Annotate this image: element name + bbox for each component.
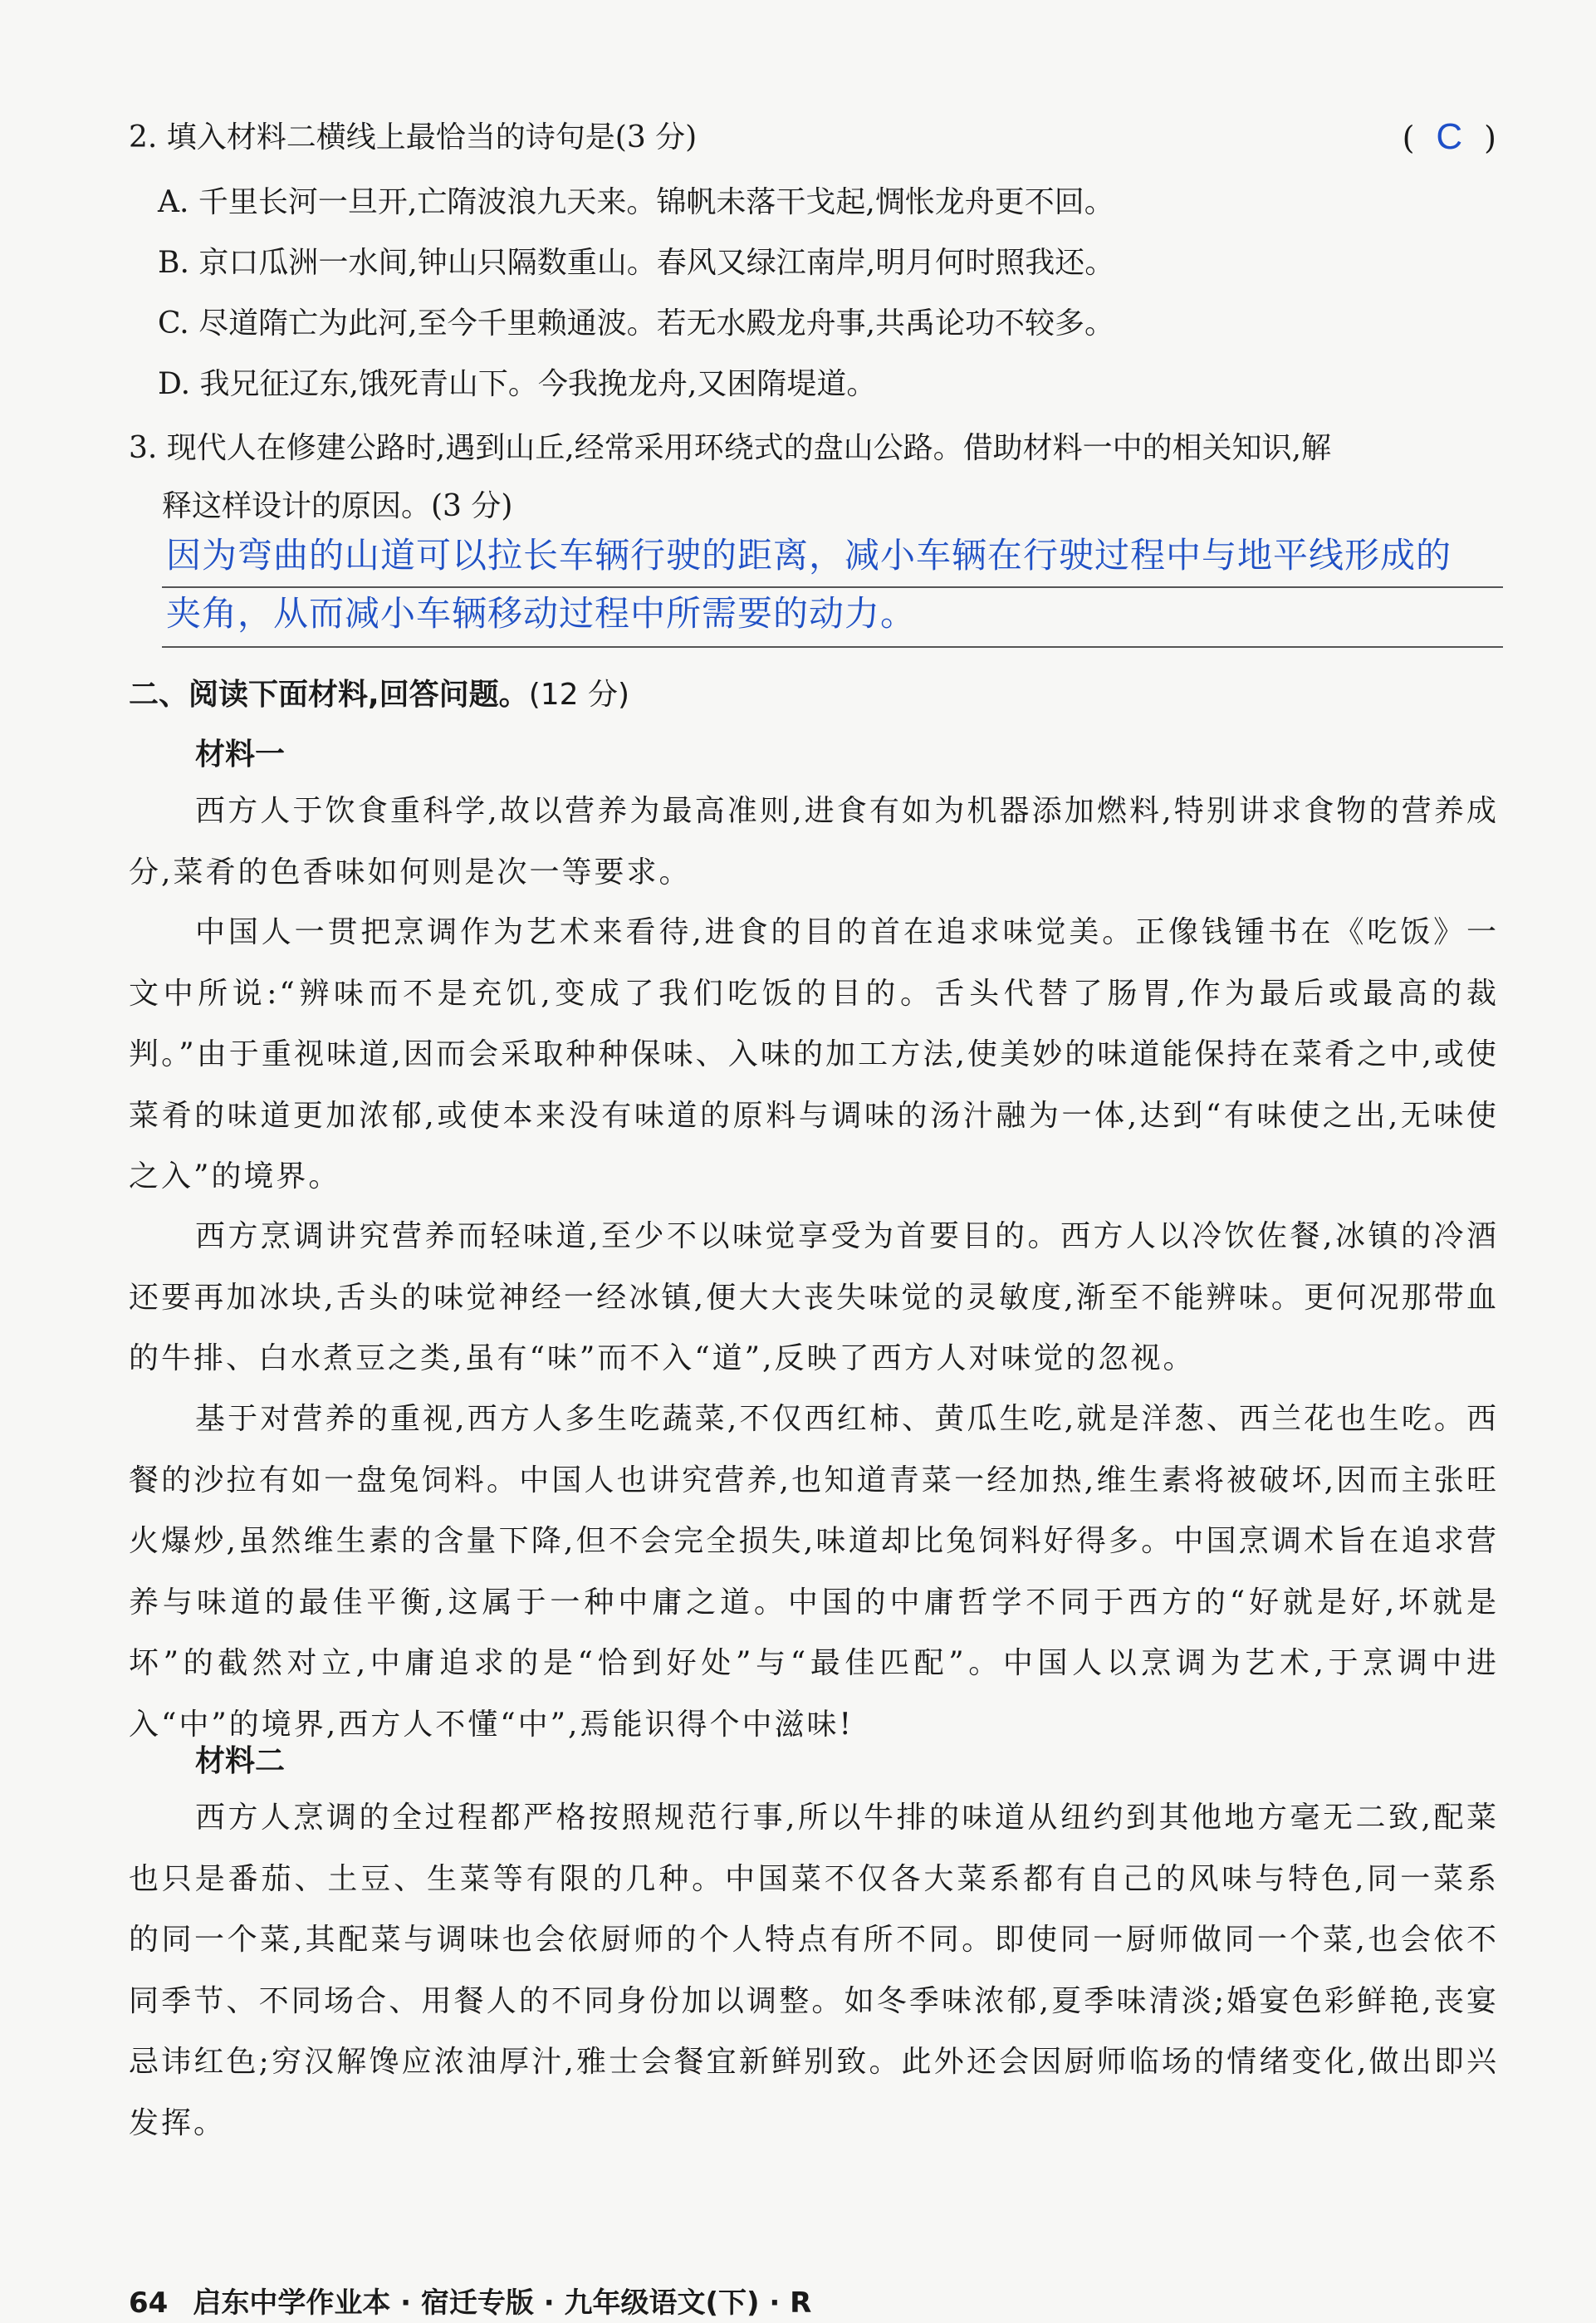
handwritten-answer-line1: 因为弯曲的山道可以拉长车辆行驶的距离，减小车辆在行驶过程中与地平线形成的 <box>166 535 1452 576</box>
material-1-paragraph-4: 基于对营养的重视,西方人多生吃蔬菜,不仅西红柿、黄瓜生吃,就是洋葱、西兰花也生吃。西餐的沙拉有如一盘兔饲料。中国人也讲究营养,也知道青菜一经加热,维生素将被破坏,因而主张旺火爆炒,虽然维生素的含量下降,但不会完全损失,味道却比兔饲料好得多。中国烹调术旨在追求营养与味道的最佳平衡,这属于一种中庸之道。中国的中庸哲学不同于西方的“好就是好,坏就是坏”的截然对立,中庸追求的是“恰到好处”与“最佳匹配”。中国人以烹调为艺术,于烹调中进入“中”的境界,西方人不懂“中”,焉能识得个中滋味! <box>129 1402 1499 1742</box>
bracket-close: ) <box>1484 120 1496 156</box>
answer-bracket <box>1403 116 1496 158</box>
page-footer <box>129 2280 811 2321</box>
option-c: C. 尽道隋亡为此河,至今千里赖通波。若无水殿龙舟事,共禹论功不较多。 <box>158 306 1115 341</box>
material-2-title: 材料二 <box>195 1744 286 1778</box>
section-2-heading <box>129 671 629 713</box>
answer-rule-2 <box>162 646 1503 648</box>
material-1-paragraph-1: 西方人于饮食重科学,故以营养为最高准则,进食有如为机器添加燃料,特别讲求食物的营养成分,菜肴的色香味如何则是次一等要求。 <box>129 794 1499 890</box>
book-title: 启东中学作业本 · 宿迁专版 · 九年级语文(下) · R <box>193 2286 812 2320</box>
question-3-text-1: 3. 现代人在修建公路时,遇到山丘,经常采用环绕式的盘山公路。借助材料一中的相关知识,解 <box>129 431 1332 465</box>
material-2-paragraph-1: 西方人烹调的全过程都严格按照规范行事,所以牛排的味道从纽约到其他地方毫无二致,配菜也只是番茄、土豆、生菜等有限的几种。中国菜不仅各大菜系都有自己的风味与特色,同一菜系的同一个菜,其配菜与调味也会依厨师的个人特点有所不同。即使同一厨师做同一个菜,也会依不同季节、不同场合、用餐人的不同身份加以调整。如冬季味浓郁,夏季味清淡;婚宴色彩鲜艳,丧宴忌讳红色;穷汉解馋应浓油厚汁,雅士会餐宜新鲜别致。此外还会因厨师临场的情绪变化,做出即兴发挥。 <box>129 1801 1499 2140</box>
option-d: D. 我兄征辽东,饿死青山下。今我挽龙舟,又困隋堤道。 <box>158 367 877 401</box>
question-3-stem-line2: 释这样设计的原因。(3 分) <box>162 489 513 523</box>
question-2-text: 2. 填入材料二横线上最恰当的诗句是(3 分) <box>129 120 698 154</box>
bracket-open: ( <box>1402 120 1415 156</box>
section-heading-text: 二、阅读下面材料,回答问题。 <box>129 678 529 712</box>
material-1-paragraph-2: 中国人一贯把烹调作为艺术来看待,进食的目的首在追求味觉美。正像钱锺书在《吃饭》一文中所说:“辨味而不是充饥,变成了我们吃饭的目的。舌头代替了肠胃,作为最后或最高的裁判。”由于重视味道,因而会采取种种保味、入味的加工方法,使美妙的味道能保持在菜肴之中,或使菜肴的味道更加浓郁,或使本来没有味道的原料与调味的汤汁融为一体,达到“有味使之出,无味使之入”的境界。 <box>129 915 1499 1193</box>
material-1-title: 材料一 <box>195 738 286 772</box>
handwritten-answer: C <box>1436 116 1463 157</box>
section-score: (12 分) <box>528 678 630 712</box>
material-1-paragraph-3: 西方烹调讲究营养而轻味道,至少不以味觉享受为首要目的。西方人以冷饮佐餐,冰镇的冷酒还要再加冰块,舌头的味觉神经一经冰镇,便大大丧失味觉的灵敏度,渐至不能辨味。更何况那带血的牛排、白水煮豆之类,虽有“味”而不入“道”,反映了西方人对味觉的忽视。 <box>129 1219 1499 1375</box>
question-3-stem-line1 <box>129 419 1331 478</box>
question-2-stem <box>129 108 697 168</box>
page-number: 64 <box>129 2286 169 2320</box>
handwritten-answer-line2: 夹角，从而减小车辆移动过程中所需要的动力。 <box>166 593 917 634</box>
option-a: A. 千里长河一旦开,亡隋波浪九天来。锦帆未落干戈起,惆怅龙舟更不回。 <box>158 185 1114 219</box>
option-b: B. 京口瓜洲一水间,钟山只隔数重山。春风又绿江南岸,明月何时照我还。 <box>158 246 1115 280</box>
